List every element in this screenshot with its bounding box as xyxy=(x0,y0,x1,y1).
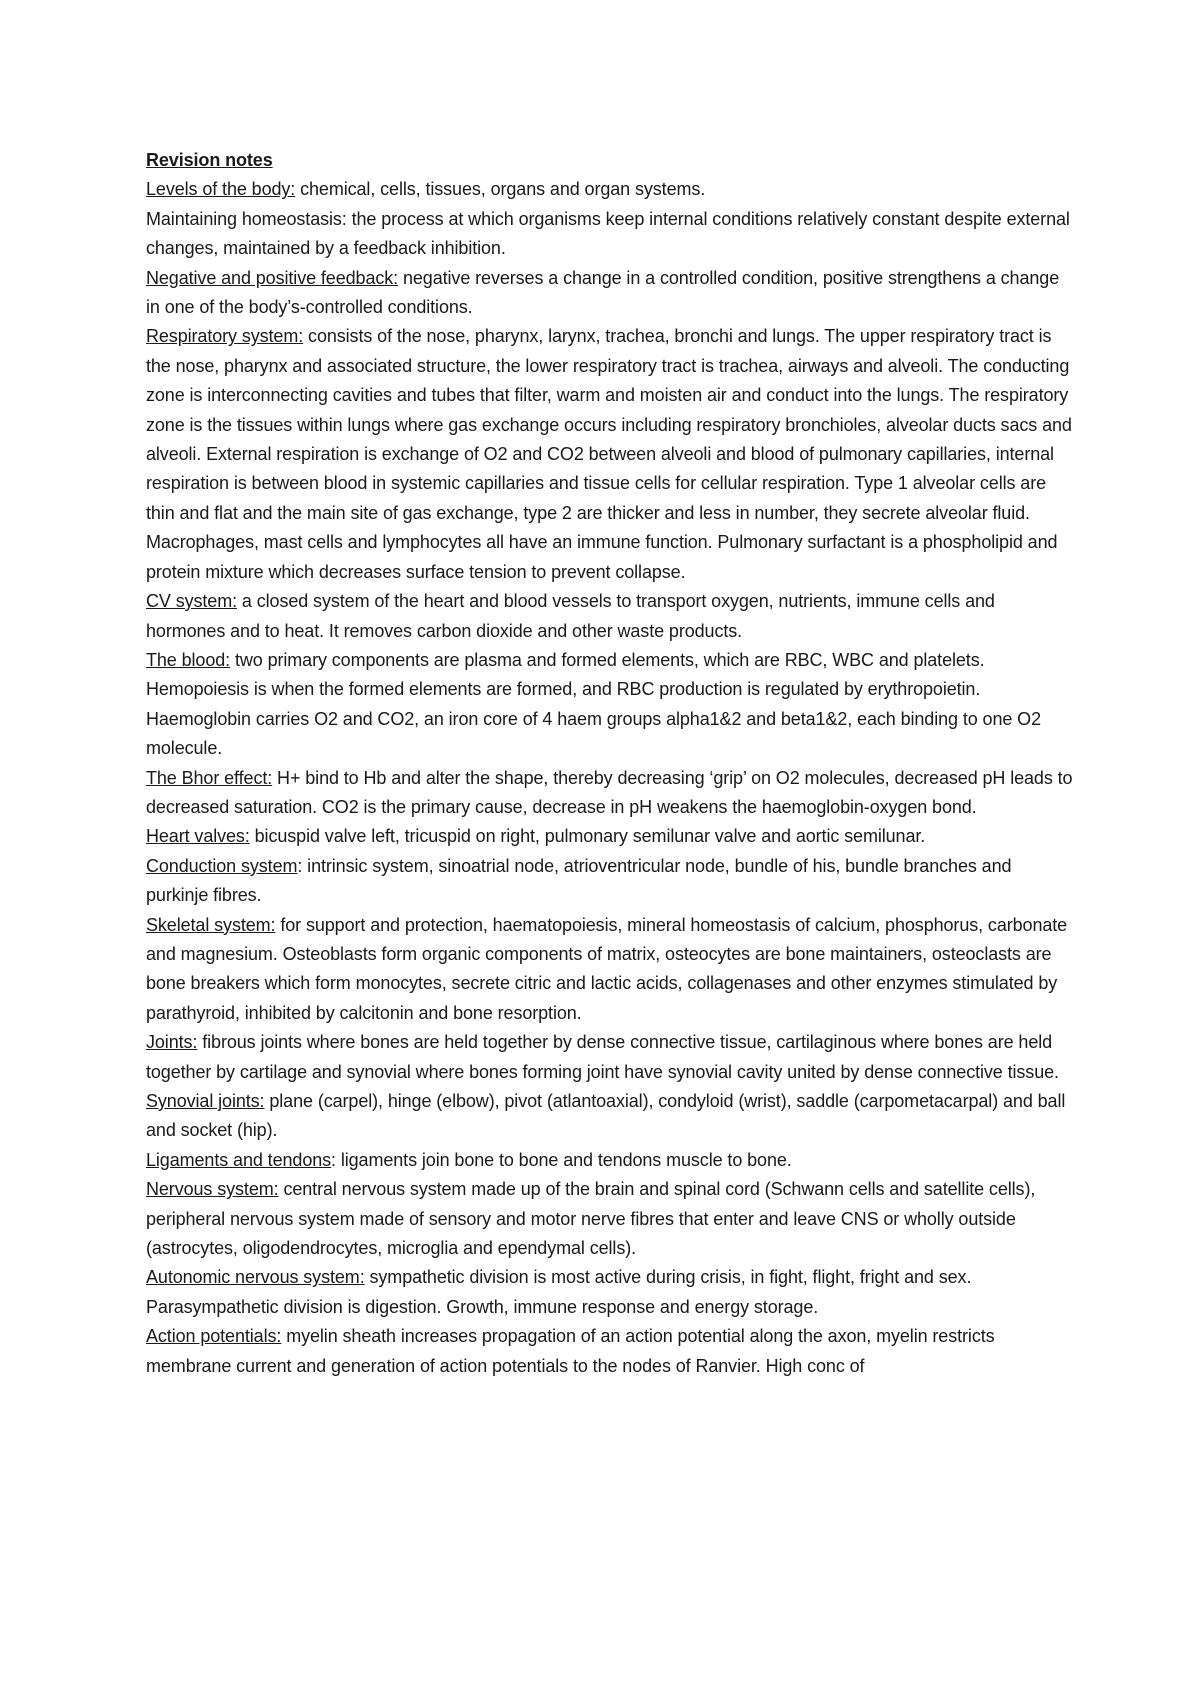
paragraph-label: Skeletal system: xyxy=(146,914,276,935)
paragraph-label: Levels of the body: xyxy=(146,179,296,200)
paragraph-label: Conduction system xyxy=(146,855,298,876)
paragraph-text: : intrinsic system, sinoatrial node, atrioventricular node, bundle of his, bundle branches and purkinje fibres. xyxy=(146,855,1012,906)
paragraph-the-blood xyxy=(146,646,1076,764)
paragraph-text: bicuspid valve left, tricuspid on right, pulmonary semilunar valve and aortic semilunar. xyxy=(249,826,926,847)
paragraph-label: Heart valves: xyxy=(146,826,250,847)
paragraph-text: central nervous system made up of the brain and spinal cord (Schwann cells and satellite cells), peripheral nervous system made of sensory and motor nerve fibres that enter and leave CNS or wholly outside (astrocytes, oligodendrocytes, microglia and ependymal cells). xyxy=(146,1179,1036,1259)
paragraph-levels-of-body xyxy=(146,175,1076,204)
paragraph-text: for support and protection, haematopoiesis, mineral homeostasis of calcium, phosphorus, carbonate and magnesium. Osteoblasts form organic components of matrix, osteocytes are bone maintainers, osteoclasts are bone breakers which form monocytes, secrete citric and lactic acids, collagenases and other enzymes stimulated by parathyroid, inhibited by calcitonin and bone resorption. xyxy=(146,914,1068,1023)
paragraph-label: Joints: xyxy=(146,1032,198,1053)
paragraph-nervous-system xyxy=(146,1175,1076,1263)
paragraph-text: plane (carpel), hinge (elbow), pivot (atlantoaxial), condyloid (wrist), saddle (carpometacarpal) and ball and socket (hip). xyxy=(146,1091,1066,1141)
paragraph-cv-system xyxy=(146,587,1076,646)
paragraph-skeletal-system xyxy=(146,911,1076,1029)
document-title: Revision notes xyxy=(146,150,273,170)
paragraph-text: : ligaments join bone to bone and tendons muscle to bone. xyxy=(331,1149,792,1170)
paragraph-bhor-effect xyxy=(146,764,1076,823)
paragraph-label: Synovial joints: xyxy=(146,1091,265,1111)
paragraph-feedback xyxy=(146,264,1076,323)
paragraph-text: Maintaining homeostasis: the process at which organisms keep internal conditions relatively constant despite external changes, maintained by a feedback inhibition. xyxy=(146,208,1070,259)
paragraph-label: The blood: xyxy=(146,649,231,670)
paragraph-text: consists of the nose, pharynx, larynx, trachea, bronchi and lungs. The upper respiratory tract is the nose, pharynx and associated structure, the lower respiratory tract is trachea, airways and alveoli. The conducting zone is interconnecting cavities and tubes that filter, warm and moisten air and conduct into the lungs. The respiratory zone is the tissues within lungs where gas exchange occurs including respiratory bronchioles, alveolar ducts sacs and alveoli. External respiration is exchange of O2 and CO2 between alveoli and blood of pulmonary capillaries, internal respiration is between blood in systemic capillaries and tissue cells for cellular respiration. Type 1 alveolar cells are thin and flat and the main site of gas exchange, type 2 are thicker and less in number, they secrete alveolar fluid. Macrophages, mast cells and lymphocytes all have an immune function. Pulmonary surfactant is a phospholipid and protein mixture which decreases surface tension to prevent collapse. xyxy=(146,326,1072,582)
paragraph-label: Ligaments and tendons xyxy=(146,1149,332,1170)
paragraph-label: Negative and positive feedback: xyxy=(146,267,399,288)
paragraph-autonomic-nervous-system xyxy=(146,1263,1076,1322)
paragraph-text: negative reverses a change in a controlled condition, positive strengthens a change in one of the body’s-controlled conditions. xyxy=(146,267,1060,318)
paragraph-action-potentials xyxy=(146,1322,1076,1381)
paragraph-label: Action potentials: xyxy=(146,1326,282,1347)
paragraph-text: myelin sheath increases propagation of an action potential along the axon, myelin restricts membrane current and generation of action potentials to the nodes of Ranvier. High conc of xyxy=(146,1326,995,1376)
paragraph-label: Autonomic nervous system: xyxy=(146,1267,365,1288)
paragraph-text: sympathetic division is most active during crisis, in fight, flight, fright and sex. Parasympathetic division is digestion. Growth, immune response and energy storage. xyxy=(146,1267,972,1317)
paragraph-conduction-system xyxy=(146,852,1076,911)
paragraph-text: a closed system of the heart and blood vessels to transport oxygen, nutrients, immune cells and hormones and to heat. It removes carbon dioxide and other waste products. xyxy=(146,591,995,641)
paragraph-joints xyxy=(146,1028,1076,1087)
paragraph-text: two primary components are plasma and formed elements, which are RBC, WBC and platelets. Hemopoiesis is when the formed elements are formed, and RBC production is regulated by erythropoietin. Haemoglobin carries O2 and CO2, an iron core of 4 haem groups alpha1&2 and beta1&2, each binding to one O2 molecule. xyxy=(146,649,1041,759)
paragraph-heart-valves xyxy=(146,822,1076,851)
paragraph-respiratory-system xyxy=(146,322,1076,587)
document-body xyxy=(146,146,1076,1381)
paragraph-label: The Bhor effect: xyxy=(146,767,273,788)
paragraph-ligaments-tendons xyxy=(146,1146,1076,1175)
paragraph-label: Nervous system: xyxy=(146,1179,279,1200)
paragraph-label: CV system: xyxy=(146,591,238,612)
paragraph-label: Respiratory system: xyxy=(146,326,304,347)
paragraph-homeostasis xyxy=(146,205,1076,264)
paragraph-text: fibrous joints where bones are held together by dense connective tissue, cartilaginous where bones are held together by cartilage and synovial where bones forming joint have synovial cavity united by dense connective tissue. xyxy=(146,1032,1059,1082)
paragraph-text: chemical, cells, tissues, organs and organ systems. xyxy=(295,179,706,200)
paragraph-synovial-joints xyxy=(146,1087,1076,1146)
paragraph-text: H+ bind to Hb and alter the shape, thereby decreasing ‘grip’ on O2 molecules, decreased pH leads to decreased saturation. CO2 is the primary cause, decrease in pH weakens the haemoglobin-oxygen bond. xyxy=(146,767,1073,817)
